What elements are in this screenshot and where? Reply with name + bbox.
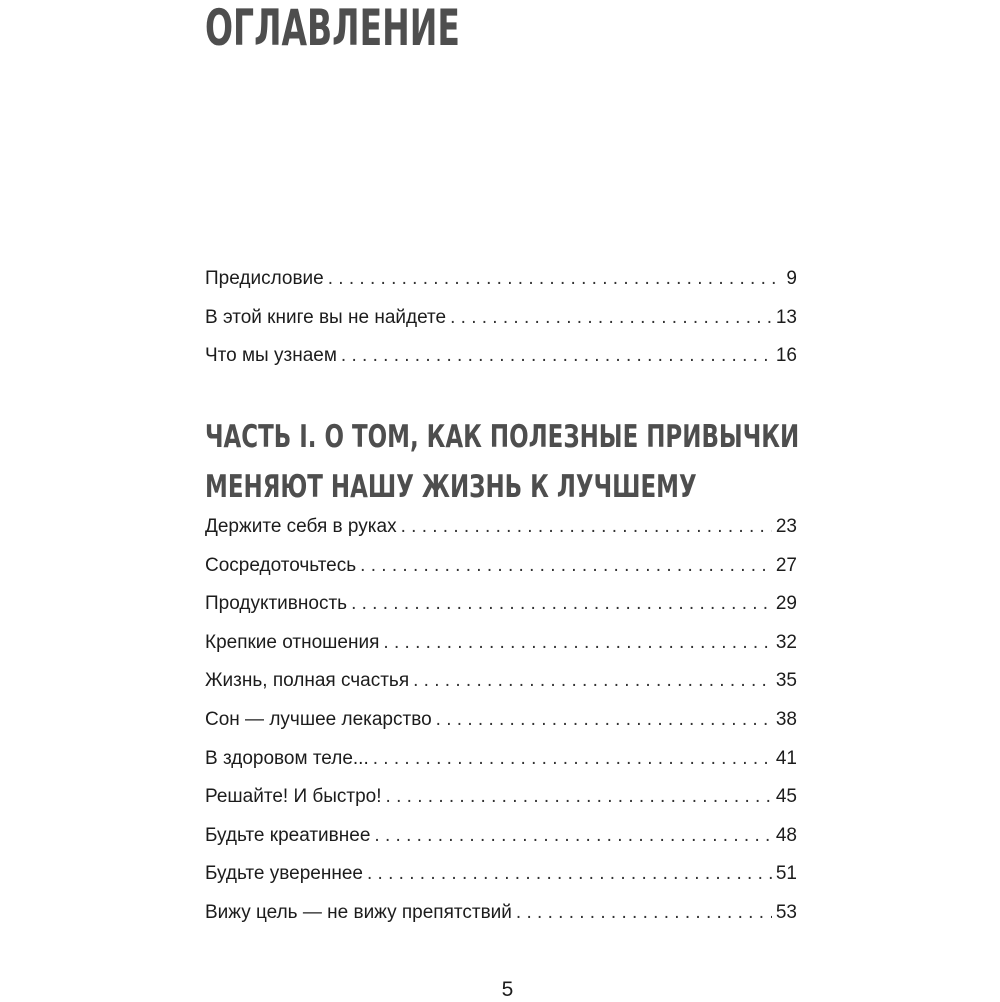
toc-entry-page: 32 [775,631,797,653]
toc-entry[interactable] [205,825,797,864]
toc-entry[interactable] [205,786,797,825]
dot-leader [367,863,772,885]
page-number: 5 [501,978,514,1001]
toc-entry-title: Крепкие отношения [205,631,380,653]
dot-leader [401,516,772,538]
toc-entry-page: 51 [775,863,797,885]
dot-leader [436,709,772,731]
toc-entry[interactable] [205,268,797,307]
toc-entry-title: Вижу цель — не вижу препятствий [205,901,512,923]
toc-entry[interactable] [205,748,797,787]
dot-leader [341,345,772,367]
toc-entry-title: Что мы узнаем [205,345,337,367]
toc-entry-title: Сосредоточьтесь [205,554,357,576]
toc-entry[interactable] [205,670,797,709]
toc-entry-title: В этой книге вы не найдете [205,306,447,328]
dot-leader [516,902,772,924]
toc-entry[interactable] [205,555,797,594]
toc-entry-title: Будьте увереннее [205,863,363,885]
part-heading-line-1: ЧАСТЬ I. О ТОМ, КАК ПОЛЕЗНЫЕ ПРИВЫЧКИ [205,419,800,455]
toc-entry-page: 27 [775,554,797,576]
toc-chapter-list [205,516,797,941]
dot-leader [374,825,771,847]
toc-entry-page: 9 [786,268,797,289]
toc-entry[interactable] [205,902,797,941]
toc-entry-page: 48 [775,824,797,846]
toc-entry-title: Предисловие [205,268,324,289]
toc-entry-title: Продуктивность [205,593,348,615]
dot-leader [360,555,772,577]
toc-entry-title: Сон — лучшее лекарство [205,708,432,730]
toc-entry-page: 53 [775,901,797,923]
dot-leader [386,786,772,808]
toc-entry-title: Будьте креативнее [205,824,371,846]
toc-entry-page: 16 [775,345,797,367]
toc-entry-page: 45 [775,786,797,808]
toc-entry-page: 35 [775,670,797,692]
toc-entry-title: Держите себя в руках [205,516,397,537]
toc-entry-page: 29 [775,593,797,615]
toc-entry-page: 23 [775,516,797,537]
toc-entry[interactable] [205,863,797,902]
dot-leader [373,748,772,770]
dot-leader [351,593,772,615]
toc-entry-page: 38 [775,708,797,730]
toc-entry-page: 41 [775,747,797,769]
toc-entry-title: Жизнь, полная счастья [205,670,410,692]
page-title: ОГЛАВЛЕНИЕ [205,0,460,57]
toc-entry[interactable] [205,632,797,671]
toc-entry-title: Решайте! И быстро! [205,786,382,808]
toc-entry[interactable] [205,307,797,346]
toc-entry[interactable] [205,709,797,748]
toc-entry[interactable] [205,516,797,555]
toc-entry[interactable] [205,345,797,384]
part-heading-line-2: МЕНЯЮТ НАШУ ЖИЗНЬ К ЛУЧШЕМУ [205,469,697,505]
dot-leader [413,670,772,692]
toc-entry-title: В здоровом теле... [205,747,369,769]
toc-entry[interactable] [205,593,797,632]
toc-entry-page: 13 [775,306,797,328]
dot-leader [328,268,783,290]
dot-leader [450,307,772,329]
toc-intro-list [205,268,797,384]
part-heading [205,412,799,512]
dot-leader [383,632,771,654]
